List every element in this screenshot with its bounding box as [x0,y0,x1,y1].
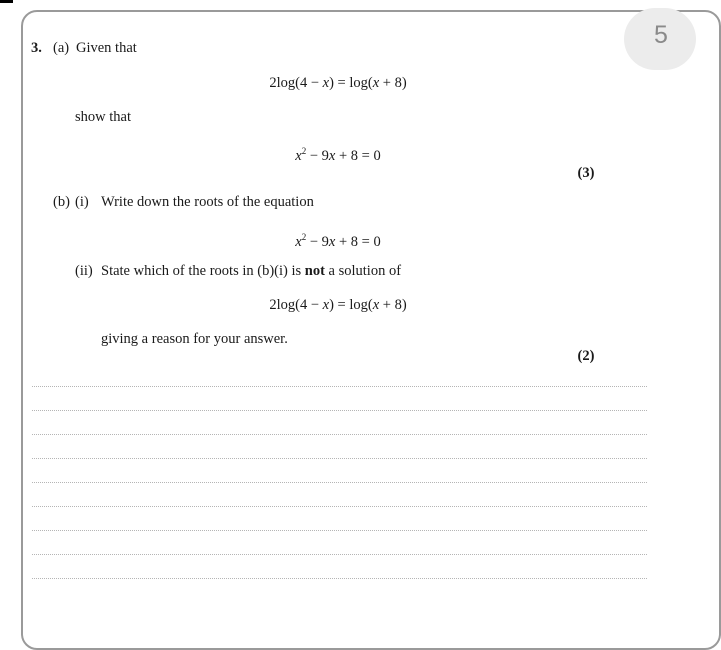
part-b-i-label: (i) [75,194,89,210]
show-that-text: show that [75,109,131,125]
eq-log-1: log [276,297,296,313]
part-b-ii-text-before: State which of the roots in (b)(i) is [101,263,302,279]
eq-open-2: ( [367,297,373,313]
eq-var-2: x [372,297,380,313]
eq-var-1: x [322,297,330,313]
marks-part-a: (3) [577,165,595,181]
quad-term: − 9 [306,147,329,164]
answer-line[interactable] [32,554,647,555]
page-corner-mark [0,0,13,3]
quad-exponent: 2 [301,146,307,156]
answer-line[interactable] [32,578,647,579]
log-equation-b [0,296,676,314]
eq-equals: = [333,75,350,91]
part-b-ii-text-bold: not [304,263,325,279]
eq-open-1: (4 − [295,297,323,313]
part-b-ii-text-after: a solution of [328,263,402,279]
part-b-label: (b) [53,194,70,210]
part-b-ii-label: (ii) [75,263,93,279]
eq-close-2: + 8) [379,75,407,91]
eq-coefficient: 2 [269,297,277,313]
answer-line[interactable] [32,482,647,483]
quad-x: x [295,233,302,250]
answer-line[interactable] [32,410,647,411]
part-a-label: (a) [53,40,70,56]
part-b-i-text: Write down the roots of the equation [101,194,314,210]
answer-line[interactable] [32,506,647,507]
quad-x-2: x [328,233,336,250]
eq-close-2: + 8) [379,297,407,313]
quad-x: x [295,147,302,164]
marks-part-b: (2) [577,348,595,364]
answer-line[interactable] [32,386,647,387]
answer-line[interactable] [32,434,647,435]
quad-exponent: 2 [301,232,307,242]
question-number: 3. [31,40,42,56]
part-a-intro: Given that [76,40,137,56]
answer-line[interactable] [32,530,647,531]
quad-rest: + 8 = 0 [335,147,381,164]
quad-term: − 9 [306,233,329,250]
quadratic-equation-b [0,228,676,251]
quad-rest: + 8 = 0 [335,233,381,250]
eq-coefficient: 2 [269,75,277,91]
eq-var-2: x [372,75,380,91]
quadratic-equation-a [0,142,676,165]
eq-log-2: log [349,297,368,313]
eq-open-2: ( [367,75,373,91]
eq-log-2: log [349,75,368,91]
part-b-ii-text [101,262,401,280]
eq-close-1: ) [329,75,334,91]
eq-open-1: (4 − [295,75,323,91]
part-b-closing-text: giving a reason for your answer. [101,331,288,347]
eq-var-1: x [322,75,330,91]
eq-log-1: log [276,75,296,91]
page-number: 5 [654,21,668,49]
log-equation-a [0,74,676,92]
answer-line[interactable] [32,458,647,459]
eq-equals: = [333,297,350,313]
eq-close-1: ) [329,297,334,313]
quad-x-2: x [328,147,336,164]
